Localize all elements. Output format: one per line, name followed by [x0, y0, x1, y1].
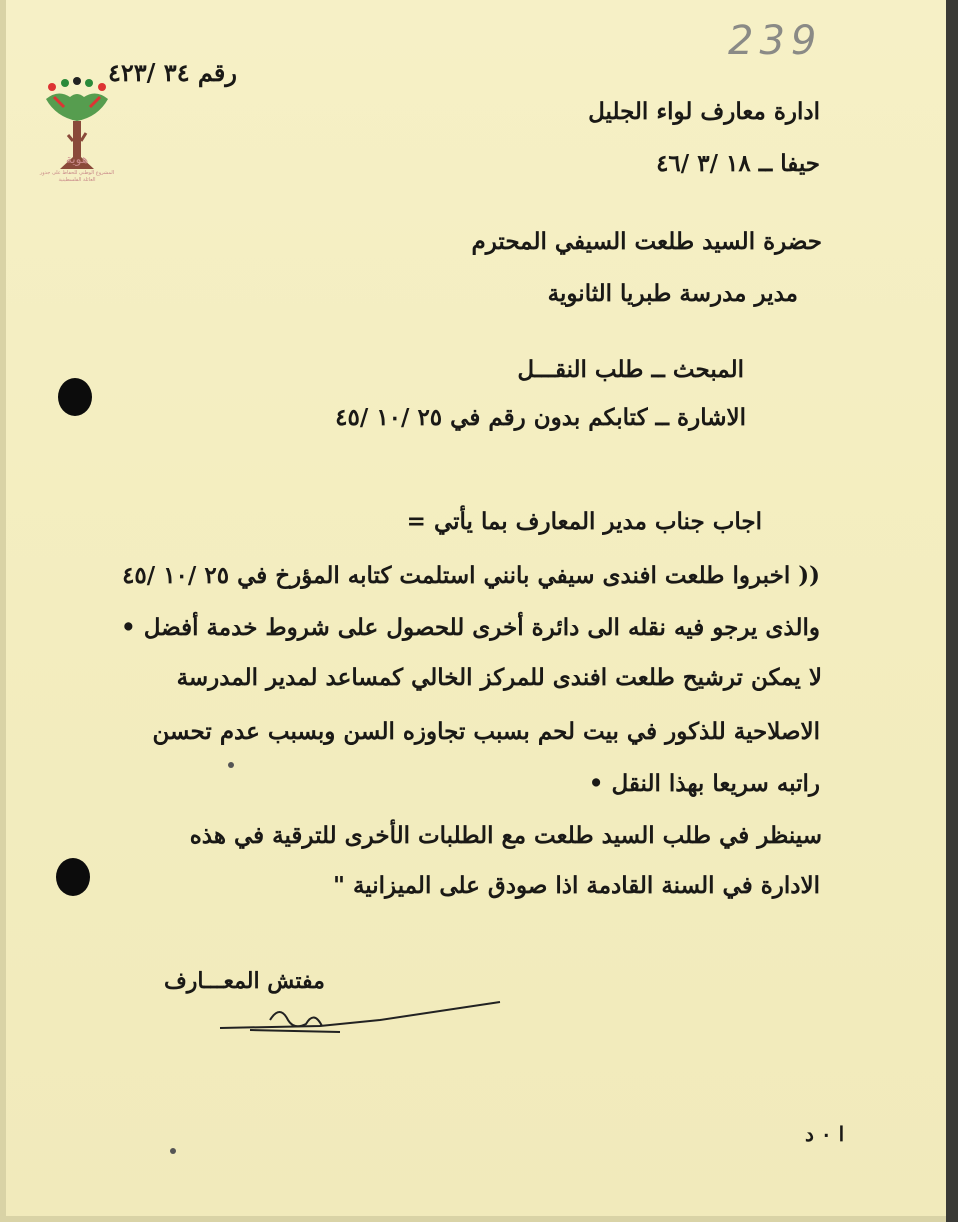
body-line-7: سينظر في طلب السيد طلعت مع الطلبات الأخرى للترقية في هذه: [189, 822, 822, 849]
addressee-line-2: مدير مدرسة طبريا الثانوية: [547, 280, 798, 307]
place-date: حيفا ــ ١٨ /٣ /٤٦: [656, 150, 820, 177]
body-line-1: اجاب جناب مدير المعارف بما يأتي =: [406, 508, 762, 535]
punch-hole-top: [58, 378, 92, 416]
page-edge-right: [946, 0, 958, 1222]
page-number: 239: [728, 18, 823, 64]
reference-number: رقم ٣٤ /٤٢٣: [108, 58, 237, 87]
body-line-4: لا يمكن ترشيح طلعت افندى للمركز الخالي كمساعد لمدير المدرسة: [176, 664, 822, 691]
ink-speck: [170, 1148, 176, 1154]
addressee-line-1: حضرة السيد طلعت السيفي المحترم: [471, 228, 822, 255]
logo-subtitle: المشروع الوطني للحفاظ على جذور العائلة الفلسطينية: [39, 170, 115, 183]
signature-title: مفتش المعـــارف: [164, 968, 325, 994]
body-line-6: راتبه سريعا بهذا النقل •: [588, 770, 820, 797]
punch-hole-bottom: [56, 858, 90, 896]
subject-line: المبحث ــ طلب النقـــل: [517, 356, 744, 383]
typist-initials: ا ٠ د: [805, 1122, 845, 1146]
body-line-2: (( اخبروا طلعت افندى سيفي بانني استلمت كتابه المؤرخ في ٢٥ /١٠ /٤٥: [122, 562, 820, 589]
handwritten-signature: [210, 990, 510, 1040]
body-line-8: الادارة في السنة القادمة اذا صودق على الميزانية ": [332, 872, 820, 899]
body-line-5: الاصلاحية للذكور في بيت لحم بسبب تجاوزه السن وبسبب عدم تحسن: [152, 718, 820, 745]
department-name: ادارة معارف لواء الجليل: [588, 98, 820, 125]
ink-speck: [228, 762, 234, 768]
page-edge-bottom: [0, 1216, 958, 1222]
page-edge-left: [0, 0, 6, 1222]
logo-figures: [46, 77, 108, 121]
logo-name: هوية: [65, 152, 89, 166]
reference-line: الاشارة ــ كتابكم بدون رقم في ٢٥ /١٠ /٤٥: [335, 404, 746, 431]
body-line-3: والذى يرجو فيه نقله الى دائرة أخرى للحصول على شروط خدمة أفضل •: [121, 614, 820, 641]
